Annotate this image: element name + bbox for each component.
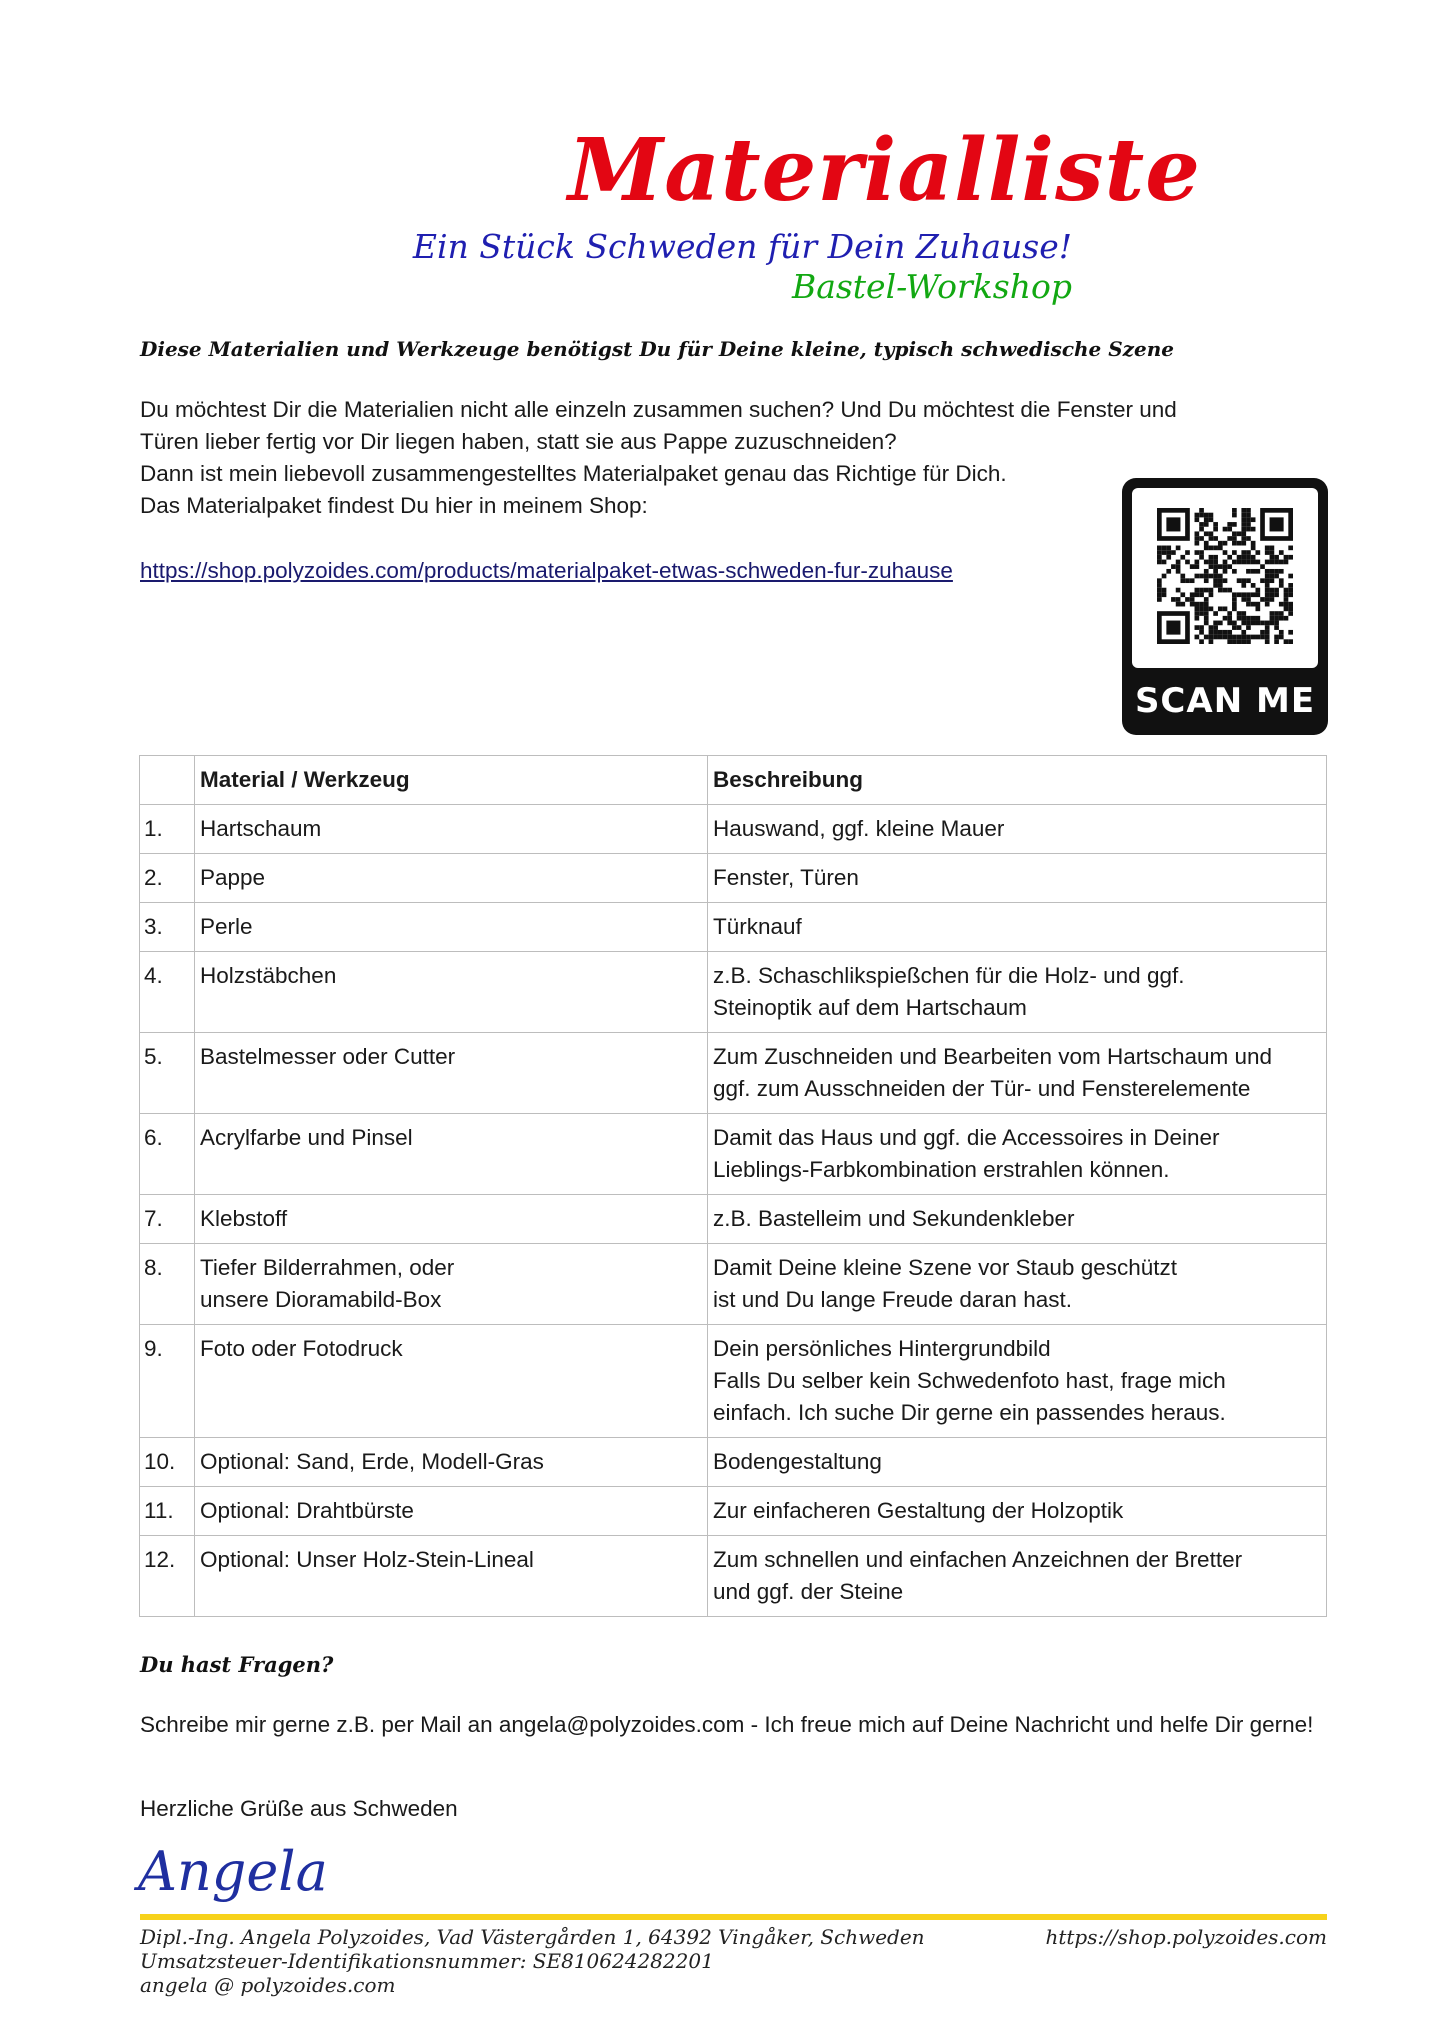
page-title: Materialliste xyxy=(568,120,1201,221)
table-row xyxy=(140,1536,1327,1617)
table-row xyxy=(140,805,1327,854)
header-material: Material / Werkzeug xyxy=(195,756,708,805)
qr-code-icon xyxy=(1132,488,1318,668)
description-line: Zum Zuschneiden und Bearbeiten vom Hartschaum und xyxy=(713,1044,1273,1069)
row-description xyxy=(708,1033,1327,1114)
description-line: Steinoptik auf dem Hartschaum xyxy=(713,995,1027,1020)
description-line: z.B. Schaschlikspießchen für die Holz- und ggf. xyxy=(713,963,1185,988)
row-number: 1. xyxy=(140,805,195,854)
row-material xyxy=(195,854,708,903)
table-row xyxy=(140,952,1327,1033)
header-number xyxy=(140,756,195,805)
row-description xyxy=(708,805,1327,854)
row-description xyxy=(708,1325,1327,1438)
row-number: 5. xyxy=(140,1033,195,1114)
description-line: Türknauf xyxy=(713,914,802,939)
row-number: 9. xyxy=(140,1325,195,1438)
material-line: Optional: Drahtbürste xyxy=(200,1498,414,1523)
row-material xyxy=(195,1325,708,1438)
row-number: 7. xyxy=(140,1195,195,1244)
row-number: 6. xyxy=(140,1114,195,1195)
table-body xyxy=(140,805,1327,1617)
row-description xyxy=(708,903,1327,952)
table-row xyxy=(140,903,1327,952)
description-line: Zur einfacheren Gestaltung der Holzoptik xyxy=(713,1498,1124,1523)
table-row xyxy=(140,1325,1327,1438)
description-line: Lieblings-Farbkombination erstrahlen können. xyxy=(713,1157,1170,1182)
table-row xyxy=(140,1114,1327,1195)
intro-line: Du möchtest Dir die Materialien nicht alle einzeln zusammen suchen? Und Du möchtest die Fenster und xyxy=(140,397,1177,422)
row-material xyxy=(195,1195,708,1244)
row-description xyxy=(708,1195,1327,1244)
intro-line: Das Materialpaket findest Du hier in meinem Shop: xyxy=(140,493,648,518)
row-number: 10. xyxy=(140,1438,195,1487)
row-description xyxy=(708,1536,1327,1617)
qr-code-icon-graphic xyxy=(1157,508,1293,644)
description-line: Dein persönliches Hintergrundbild xyxy=(713,1336,1051,1361)
row-material xyxy=(195,1244,708,1325)
material-line: Hartschaum xyxy=(200,816,322,841)
material-line: Tiefer Bilderrahmen, oder xyxy=(200,1255,455,1280)
header-description: Beschreibung xyxy=(708,756,1327,805)
signature: Angela xyxy=(138,1840,328,1903)
material-line: Acrylfarbe und Pinsel xyxy=(200,1125,413,1150)
description-line: Hauswand, ggf. kleine Mauer xyxy=(713,816,1005,841)
description-line: Zum schnellen und einfachen Anzeichnen der Bretter xyxy=(713,1547,1243,1572)
footer-address: Dipl.-Ing. Angela Polyzoides, Vad Västergården 1, 64392 Vingåker, Schweden xyxy=(140,1925,925,1949)
footer-vat-id: Umsatzsteuer-Identifikationsnummer: SE810624282201 xyxy=(140,1949,714,1973)
footer-divider xyxy=(140,1914,1327,1920)
shop-link[interactable]: https://shop.polyzoides.com/products/materialpaket-etwas-schweden-fur-zuhause xyxy=(140,558,953,583)
table-row xyxy=(140,1438,1327,1487)
table-row xyxy=(140,1487,1327,1536)
table-header-row xyxy=(140,756,1327,805)
material-line: Bastelmesser oder Cutter xyxy=(200,1044,456,1069)
material-line: Klebstoff xyxy=(200,1206,288,1231)
table-row xyxy=(140,1195,1327,1244)
material-line: Perle xyxy=(200,914,253,939)
row-material xyxy=(195,1114,708,1195)
description-line: ggf. zum Ausschneiden der Tür- und Fensterelemente xyxy=(713,1076,1251,1101)
row-material xyxy=(195,1487,708,1536)
material-line: unsere Dioramabild-Box xyxy=(200,1287,442,1312)
description-line: Damit das Haus und ggf. die Accessoires in Deiner xyxy=(713,1125,1220,1150)
intro-heading: Diese Materialien und Werkzeuge benötigst Du für Deine kleine, typisch schwedische Szene xyxy=(140,337,1175,361)
description-line: Damit Deine kleine Szene vor Staub geschützt xyxy=(713,1255,1177,1280)
material-line: Pappe xyxy=(200,865,266,890)
subtitle: Ein Stück Schweden für Dein Zuhause! xyxy=(412,227,1072,266)
row-number: 8. xyxy=(140,1244,195,1325)
row-number: 11. xyxy=(140,1487,195,1536)
description-line: einfach. Ich suche Dir gerne ein passendes heraus. xyxy=(713,1400,1226,1425)
footer-url: https://shop.polyzoides.com xyxy=(1045,1925,1327,1949)
intro-line: Türen lieber fertig vor Dir liegen haben, statt sie aus Pappe zuzuschneiden? xyxy=(140,429,897,454)
row-description xyxy=(708,1114,1327,1195)
row-number: 3. xyxy=(140,903,195,952)
table-row xyxy=(140,1033,1327,1114)
row-description xyxy=(708,1438,1327,1487)
questions-text: Schreibe mir gerne z.B. per Mail an angela@polyzoides.com - Ich freue mich auf Deine Nachricht und helfe Dir gerne! xyxy=(140,1712,1314,1737)
table-row xyxy=(140,854,1327,903)
description-line: Falls Du selber kein Schwedenfoto hast, frage mich xyxy=(713,1368,1226,1393)
row-material xyxy=(195,1438,708,1487)
description-line: und ggf. der Steine xyxy=(713,1579,904,1604)
qr-code-badge xyxy=(1122,478,1328,735)
row-material xyxy=(195,1536,708,1617)
material-line: Foto oder Fotodruck xyxy=(200,1336,403,1361)
greeting: Herzliche Grüße aus Schweden xyxy=(140,1796,458,1821)
footer-email: angela @ polyzoides.com xyxy=(140,1973,396,1997)
row-description xyxy=(708,1244,1327,1325)
row-description xyxy=(708,854,1327,903)
material-line: Optional: Sand, Erde, Modell-Gras xyxy=(200,1449,544,1474)
row-number: 2. xyxy=(140,854,195,903)
row-material xyxy=(195,903,708,952)
material-table xyxy=(139,755,1327,1617)
workshop-label: Bastel-Workshop xyxy=(791,267,1072,306)
intro-line: Dann ist mein liebevoll zusammengestelltes Materialpaket genau das Richtige für Dich. xyxy=(140,461,1007,486)
description-line: Bodengestaltung xyxy=(713,1449,882,1474)
row-description xyxy=(708,1487,1327,1536)
row-description xyxy=(708,952,1327,1033)
scan-me-label: SCAN ME xyxy=(1134,681,1316,721)
row-number: 4. xyxy=(140,952,195,1033)
material-line: Holzstäbchen xyxy=(200,963,337,988)
row-material xyxy=(195,952,708,1033)
table-row xyxy=(140,1244,1327,1325)
material-line: Optional: Unser Holz-Stein-Lineal xyxy=(200,1547,534,1572)
description-line: z.B. Bastelleim und Sekundenkleber xyxy=(713,1206,1075,1231)
row-material xyxy=(195,805,708,854)
description-line: ist und Du lange Freude daran hast. xyxy=(713,1287,1072,1312)
row-material xyxy=(195,1033,708,1114)
description-line: Fenster, Türen xyxy=(713,865,859,890)
questions-heading: Du hast Fragen? xyxy=(140,1652,334,1677)
row-number: 12. xyxy=(140,1536,195,1617)
